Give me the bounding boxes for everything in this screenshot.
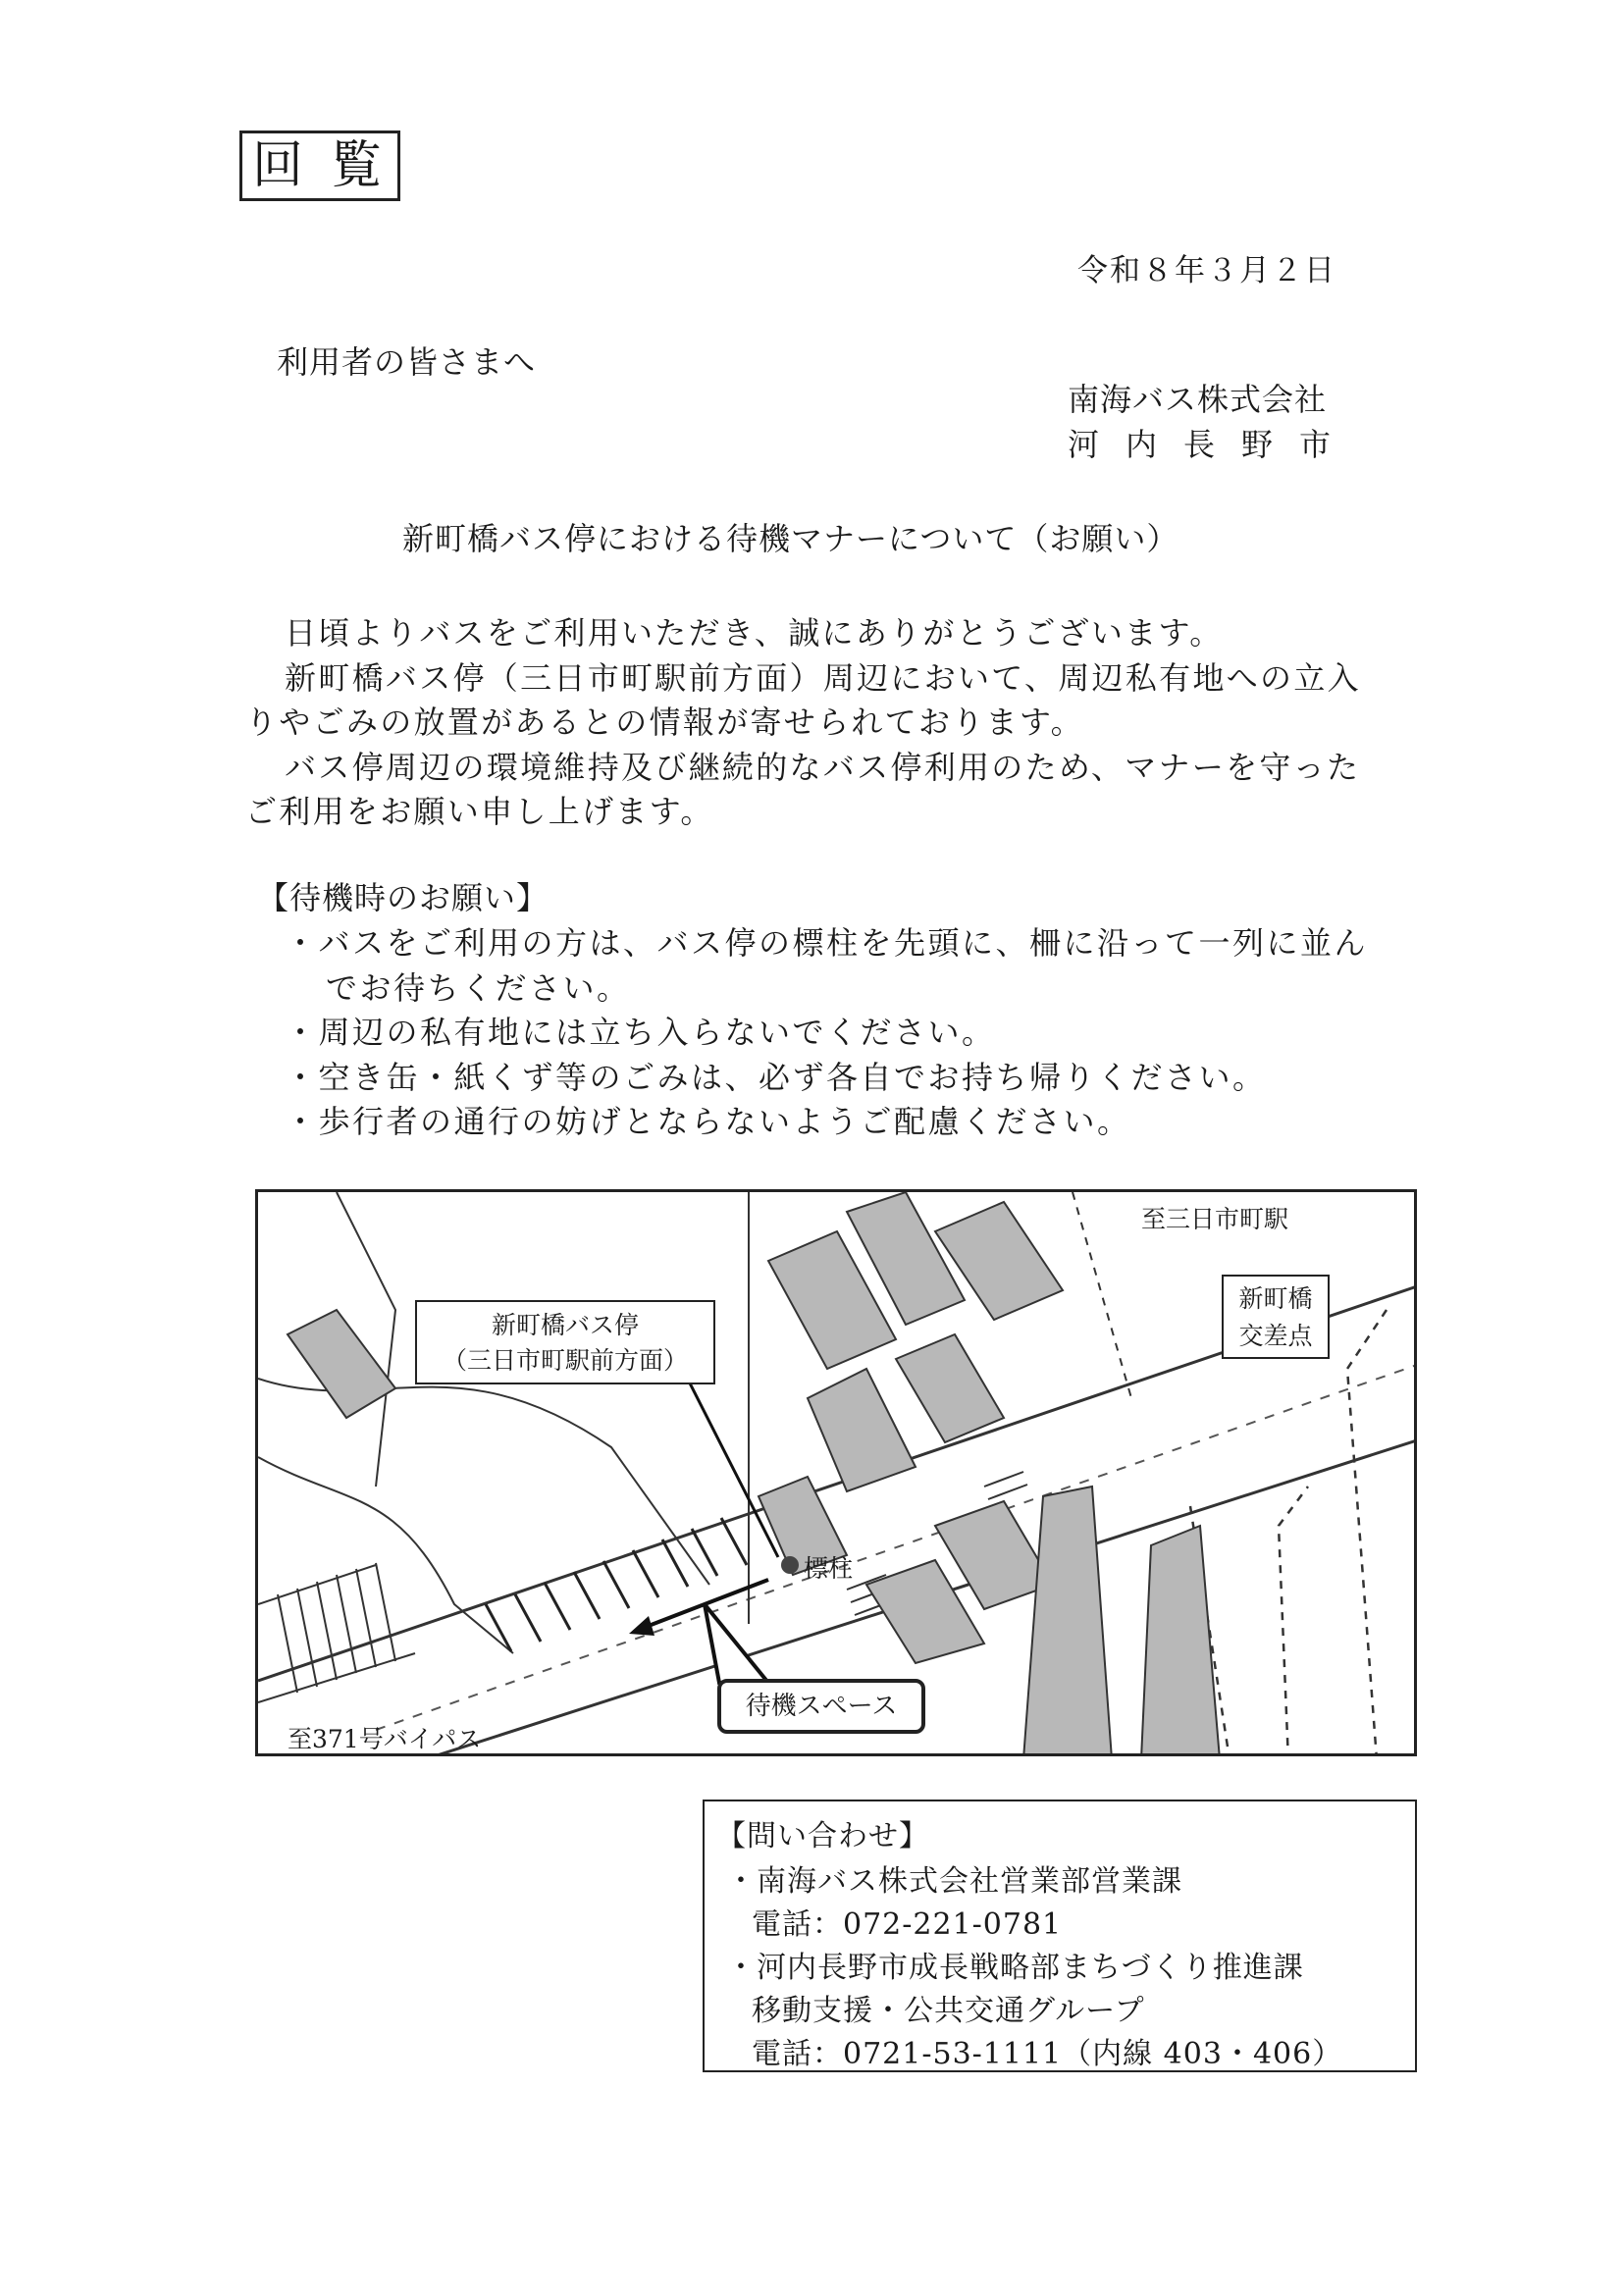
block-outline — [258, 1457, 513, 1653]
contact-heading: 【問い合わせ】 — [716, 1819, 929, 1853]
fence-hatching — [486, 1518, 747, 1651]
contact-org2-group: 移動支援・公共交通グループ — [752, 1994, 1145, 2028]
requests-heading: 【待機時のお願い】 — [257, 879, 550, 916]
body-line: ご利用をお願い申し上げます。 — [245, 793, 714, 830]
bus-stop-name-line2: （三日市町駅前方面） — [442, 1346, 688, 1375]
sender-company: 南海バス株式会社 — [1068, 381, 1328, 418]
road-center-line — [376, 1364, 1417, 1730]
building — [288, 1310, 395, 1418]
queue-arrow-head — [629, 1616, 654, 1636]
block-outline — [258, 1379, 709, 1585]
request-item: ・バスをご利用の方は、バス停の標柱を先頭に、柵に沿って一列に並ん — [285, 924, 1369, 962]
contact-tel2: 電話：0721-53-1111（内線 403・406） — [752, 2037, 1343, 2071]
building — [1141, 1526, 1220, 1756]
intersection-label-line2: 交差点 — [1238, 1322, 1313, 1350]
body-line: 新町橋バス停（三日市町駅前方面）周辺において、周辺私有地への立入 — [285, 659, 1361, 697]
bus-stop-map — [255, 1189, 1417, 1756]
request-item: ・周辺の私有地には立ち入らないでください。 — [285, 1014, 996, 1051]
building — [808, 1369, 916, 1491]
document-date: 令和８年３月２日 — [1077, 253, 1336, 288]
side-street-line — [1279, 1487, 1308, 1756]
building — [896, 1334, 1004, 1442]
addressee: 利用者の皆さまへ — [277, 343, 537, 381]
to-station-label: 至三日市町駅 — [1141, 1205, 1289, 1233]
contact-box — [703, 1800, 1417, 2072]
request-item-continued: でお待ちください。 — [326, 969, 631, 1007]
waiting-pointer — [705, 1604, 768, 1683]
intersection-box — [1222, 1275, 1330, 1359]
contact-org2: ・河内長野市成長戦略部まちづくり推進課 — [726, 1951, 1304, 1985]
document-title: 新町橋バス停における待機マナーについて（お願い） — [402, 520, 1179, 557]
river-channel — [1023, 1487, 1112, 1756]
kairan-stamp: 回覧 — [239, 130, 400, 201]
contact-tel1: 電話：072-221-0781 — [752, 1907, 1063, 1942]
bus-stop-pole-marker — [781, 1556, 799, 1574]
bus-stop-name-line1: 新町橋バス停 — [491, 1311, 639, 1339]
pole-label: 標柱 — [804, 1554, 854, 1583]
body-line: りやごみの放置があるとの情報が寄せられております。 — [245, 704, 1084, 741]
body-line: バス停周辺の環境維持及び継続的なバス停利用のため、マナーを守った — [285, 749, 1361, 786]
intersection-label-line1: 新町橋 — [1238, 1284, 1313, 1313]
contact-org1: ・南海バス株式会社営業部営業課 — [726, 1864, 1182, 1899]
request-item: ・歩行者の通行の妨げとならないようご配慮ください。 — [285, 1103, 1131, 1140]
side-street-line — [1073, 1192, 1131, 1398]
callout-leader — [680, 1364, 778, 1557]
bus-stop-callout — [415, 1300, 715, 1384]
sender-city: 河内長野市 — [1068, 426, 1358, 463]
waiting-space-box: 待機スペース — [717, 1679, 925, 1734]
to-bypass-label: 至371号バイパス — [288, 1725, 482, 1753]
request-item: ・空き缶・紙くず等のごみは、必ず各自でお持ち帰りください。 — [285, 1059, 1267, 1096]
body-line: 日頃よりバスをご利用いただき、誠にありがとうございます。 — [285, 614, 1224, 652]
